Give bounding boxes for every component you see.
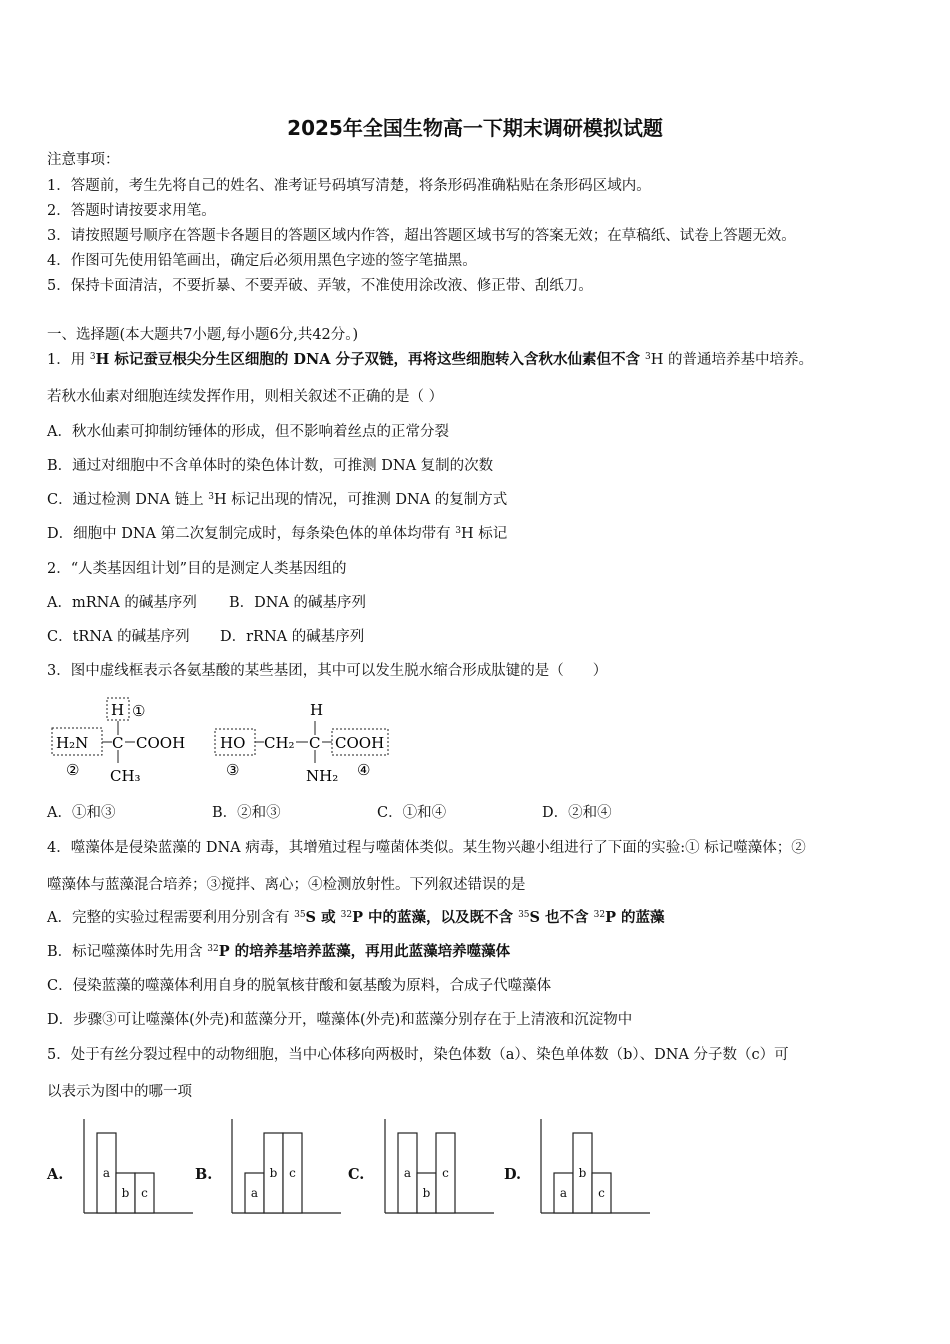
question-4-option-b: B．标记噬藻体时先用含 $^{32}$P 的培养基培养蓝藻，再用此蓝藻培养噬藻体: [47, 943, 511, 960]
bar-label-c: c: [141, 1186, 148, 1200]
notice-heading: 注意事项：: [47, 152, 120, 168]
mol1-nh2: H₂N: [56, 734, 89, 752]
question-2-option-c: C．tRNA 的碱基序列: [47, 629, 190, 645]
question-2-option-d: D．rRNA 的碱基序列: [220, 629, 365, 645]
mol1-h: H: [111, 701, 125, 719]
bar-label-b: b: [578, 1166, 587, 1180]
question-3-option-b: B．②和③: [212, 805, 281, 821]
mol2-nh2: NH₂: [306, 767, 339, 785]
question-4-stem-cont: 噬藻体与蓝藻混合培养；③搅拌、离心；④检测放射性。下列叙述错误的是: [47, 877, 526, 893]
chart-c-label: C.: [348, 1166, 365, 1183]
section-heading: 一、选择题(本大题共7小题,每小题6分,共42分。): [47, 327, 359, 343]
question-3-stem: 3．图中虚线框表示各氨基酸的某些基团，其中可以发生脱水缩合形成肽键的是（ ）: [47, 663, 608, 679]
mol2-cooh: COOH: [335, 734, 385, 752]
mol2-c: C: [309, 734, 321, 752]
notice-item: 3．请按照题号顺序在答题卡各题目的答题区域内作答，超出答题区域书写的答案无效；在草稿纸、试卷上答题无效。: [47, 228, 796, 244]
question-5-stem: 5．处于有丝分裂过程中的动物细胞，当中心体移向两极时，染色体数（a）、染色单体数（b）、DNA 分子数（c）可: [47, 1047, 789, 1063]
question-1-option-d: D．细胞中 DNA 第二次复制完成时，每条染色体的单体均带有 $^3$H 标记: [47, 526, 508, 542]
notice-item: 5．保持卡面清洁，不要折暴、不要弄破、弄皱，不准使用涂改液、修正带、刮纸刀。: [47, 278, 593, 294]
notice-item: 1．答题前，考生先将自己的姓名、准考证号码填写清楚，将条形码准确粘贴在条形码区域内。: [47, 178, 651, 194]
question-3-option-d: D．②和④: [542, 805, 612, 821]
mol1-label-2: ②: [66, 761, 80, 779]
bar-label-b: b: [121, 1186, 130, 1200]
notice-item: 4．作图可先使用铅笔画出，确定后必须用黑色字迹的签字笔描黑。: [47, 253, 477, 269]
chart-b-label: B.: [195, 1166, 213, 1183]
mol2-label-3: ③: [226, 761, 240, 779]
question-1-stem-cont: 若秋水仙素对细胞连续发挥作用，则相关叙述不正确的是（ ）: [47, 389, 444, 405]
chart-option-c: [376, 1117, 501, 1217]
question-5-stem-cont: 以表示为图中的哪一项: [47, 1084, 192, 1100]
bar-label-a: a: [559, 1186, 568, 1200]
question-2-stem: 2．“人类基因组计划”目的是测定人类基因组的: [47, 561, 347, 577]
question-1-option-a: A．秋水仙素可抑制纺锤体的形成，但不影响着丝点的正常分裂: [47, 424, 449, 440]
mol1-cooh: COOH: [136, 734, 186, 752]
question-1-option-b: B．通过对细胞中不含单体时的染色体计数，可推测 DNA 复制的次数: [47, 458, 494, 474]
page-title: 2025年全国生物高一下期末调研模拟试题: [287, 116, 663, 140]
chart-option-b: [223, 1117, 348, 1217]
bar-label-c: c: [289, 1166, 296, 1180]
mol2-ch2: CH₂: [264, 734, 295, 752]
question-1-stem: 1．用 $^3$H 标记蚕豆根尖分生区细胞的 DNA 分子双链，再将这些细胞转入含秋水仙素但不含 $^3$H 的普通培养基中培养。: [47, 351, 814, 368]
chart-option-a: [75, 1117, 200, 1217]
mol1-ch3: CH₃: [110, 767, 141, 785]
mol1-label-1: ①: [132, 702, 146, 720]
bar-label-b: b: [422, 1186, 431, 1200]
bar-label-a: a: [250, 1186, 259, 1200]
bar-label-a: a: [403, 1166, 412, 1180]
bar-label-a: a: [102, 1166, 111, 1180]
chart-a-label: A.: [47, 1166, 64, 1183]
question-4-option-c: C．侵染蓝藻的噬藻体利用自身的脱氧核苷酸和氨基酸为原料，合成子代噬藻体: [47, 978, 552, 994]
question-3-option-a: A．①和③: [47, 805, 116, 821]
question-3-option-c: C．①和④: [377, 805, 447, 821]
mol1-c: C: [112, 734, 124, 752]
question-4-option-a: A．完整的实验过程需要利用分别含有 $^{35}$S 或 $^{32}$P 中的蓝藻，以及既不含 $^{35}$S 也不含 $^{32}$P 的蓝藻: [47, 909, 665, 926]
question-2-option-b: B．DNA 的碱基序列: [229, 595, 367, 611]
bar-label-c: c: [598, 1186, 605, 1200]
question-4-stem: 4．噬藻体是侵染蓝藻的 DNA 病毒，其增殖过程与噬菌体类似。某生物兴趣小组进行了下面的实验:① 标记噬藻体；②: [47, 840, 806, 856]
chart-option-d: [532, 1117, 657, 1217]
question-2-option-a: A．mRNA 的碱基序列: [47, 595, 197, 611]
bar-label-b: b: [269, 1166, 278, 1180]
chart-d-label: D.: [504, 1166, 522, 1183]
mol2-label-4: ④: [357, 761, 371, 779]
question-1-option-c: C．通过检测 DNA 链上 $^3$H 标记出现的情况，可推测 DNA 的复制方式: [47, 492, 508, 508]
mol2-ho: HO: [220, 734, 246, 752]
notice-item: 2．答题时请按要求用笔。: [47, 203, 216, 219]
question-4-option-d: D．步骤③可让噬藻体(外壳)和蓝藻分开，噬藻体(外壳)和蓝藻分别存在于上清液和沉淀物中: [47, 1012, 633, 1028]
mol2-h: H: [310, 701, 324, 719]
bar-label-c: c: [442, 1166, 449, 1180]
amino-acid-diagram: [40, 693, 400, 788]
